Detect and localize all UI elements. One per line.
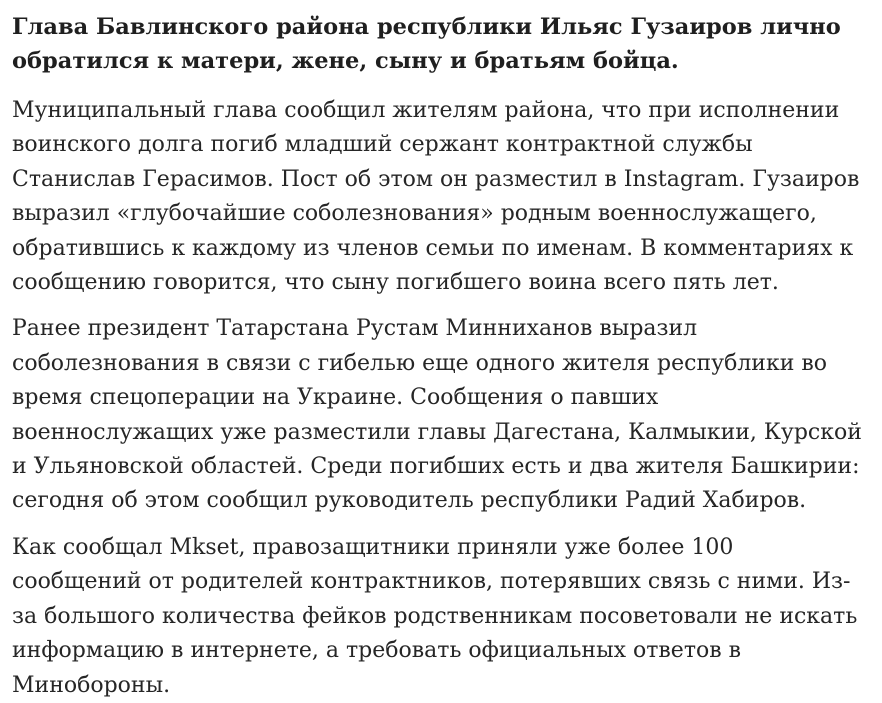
article-paragraph-1: Муниципальный глава сообщил жителям района, что при исполнении воинского долга погиб младший сержант контрактной службы Станислав Герасимов. Пост об этом он разместил в Instagram. Гузаиров выразил «глубочайшие соболезнования» родным военнослужащего, обратившись к каждому из членов семьи по именам. В комментариях к сообщению говорится, что сыну погибшего воина всего пять лет. <box>12 98 860 296</box>
article-paragraph-3: Как сообщал Mkset, правозащитники приняли уже более 100 сообщений от родителей контрактников, потерявших связь с ними. Из-за большого количества фейков родственникам посоветовали не искать информацию в интернете, а требовать официальных ответов в Минобороны. <box>12 534 858 698</box>
article-paragraph-2: Ранее президент Татарстана Рустам Минниханов выразил соболезнования в связи с гибелью еще одного жителя республики во время спецоперации на Украине. Сообщения о павших военнослужащих уже разместили главы Дагестана, Калмыкии, Курской и Ульяновской областей. Среди погибших есть и два жителя Башкирии: сегодня об этом сообщил руководитель республики Радий Хабиров. <box>12 316 862 514</box>
article-lead: Глава Бавлинского района республики Ильяс Гузаиров лично обратился к матери, жене, сыну и братьям бойца. <box>12 14 841 74</box>
